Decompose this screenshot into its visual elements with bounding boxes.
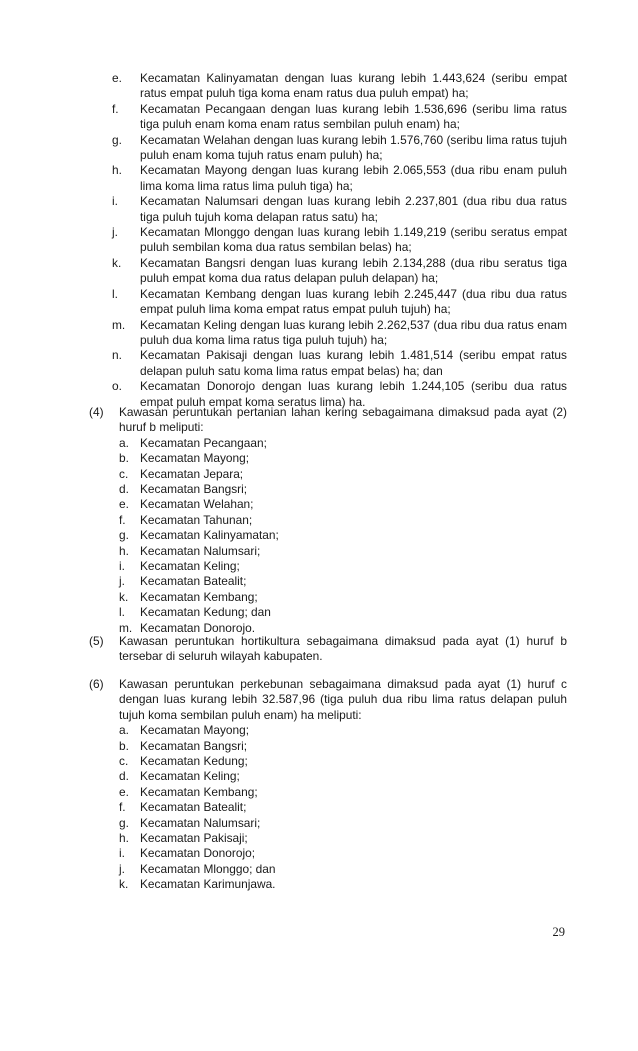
list-item-text: Kecamatan Pecangaan dengan luas kurang lebih 1.536,696 (seribu lima ratus tiga puluh enam koma enam ratus sembilan puluh enam) ha;	[140, 101, 567, 132]
paragraph-number: (4)	[89, 405, 104, 419]
list-marker: j.	[112, 225, 118, 240]
list-item	[112, 318, 567, 349]
list-marker: d.	[119, 482, 129, 497]
page-number: 29	[552, 925, 565, 939]
list-item	[119, 739, 567, 754]
list-item	[119, 559, 567, 574]
list-marker: i.	[119, 846, 125, 861]
list-item-text: Kecamatan Mayong;	[140, 723, 250, 738]
list-item	[119, 513, 567, 528]
list-item-text: Kecamatan Nalumsari;	[140, 815, 261, 830]
list-item	[119, 846, 567, 861]
list-marker: h.	[119, 543, 129, 558]
list-item	[119, 877, 567, 892]
list-item	[112, 256, 567, 287]
list-item-text: Kecamatan Donorojo.	[140, 620, 256, 635]
list-item-text: Kecamatan Mlonggo dengan luas kurang lebih 1.149,219 (seribu seratus empat puluh sembilan koma dua ratus sembilan belas) ha;	[140, 225, 567, 255]
list-item-text: Kecamatan Kalinyamatan dengan luas kurang lebih 1.443,624 (seribu empat ratus empat puluh tiga koma enam ratus dua puluh empat) ha;	[140, 71, 567, 101]
list-marker: f.	[119, 800, 126, 815]
list-item	[119, 800, 567, 815]
list-item-text: Kecamatan Tahunan;	[140, 512, 253, 527]
list-marker: g.	[119, 528, 129, 543]
list-item-text: Kecamatan Donorojo;	[140, 846, 256, 861]
list-item-text: Kecamatan Pakisaji;	[140, 831, 248, 846]
list-marker: k.	[119, 877, 129, 892]
list-item-text: Kecamatan Mayong;	[140, 451, 250, 466]
list-marker: a.	[119, 435, 129, 450]
list-item-text: Kecamatan Pecangaan;	[140, 435, 267, 450]
list-marker: b.	[119, 451, 129, 466]
list-item-text: Kecamatan Jepara;	[140, 466, 244, 481]
list-item	[112, 225, 567, 256]
list-marker: i.	[112, 194, 118, 209]
list-item-text: Kecamatan Karimunjawa.	[140, 877, 276, 892]
dry-farmland-district-list	[119, 436, 567, 636]
list-marker: f.	[112, 101, 119, 116]
list-item-text: Kecamatan Pakisaji dengan luas kurang lebih 1.481,514 (seribu empat ratus delapan puluh satu koma lima ratus empat belas) ha; dan	[140, 348, 567, 378]
list-item	[112, 287, 567, 318]
list-item	[119, 497, 567, 512]
list-item	[112, 102, 567, 133]
list-item-text: Kecamatan Keling;	[140, 769, 240, 784]
list-item-text: Kecamatan Nalumsari;	[140, 543, 261, 558]
list-marker: g.	[119, 815, 129, 830]
list-item	[112, 348, 567, 379]
list-item	[119, 467, 567, 482]
list-marker: m.	[119, 620, 133, 635]
list-item	[119, 482, 567, 497]
paragraph-5	[89, 634, 567, 665]
list-item	[119, 451, 567, 466]
list-item-text: Kecamatan Bangsri;	[140, 482, 248, 497]
list-marker: b.	[119, 738, 129, 753]
list-marker: l.	[119, 605, 125, 620]
list-marker: d.	[119, 769, 129, 784]
list-item-text: Kecamatan Batealit;	[140, 574, 247, 589]
list-marker: m.	[112, 317, 126, 332]
list-marker: k.	[119, 589, 129, 604]
list-item	[119, 769, 567, 784]
list-marker: j.	[119, 861, 125, 876]
list-item-text: Kecamatan Kembang;	[140, 784, 258, 799]
list-item-text: Kecamatan Keling dengan luas kurang lebih 2.262,537 (dua ribu dua ratus enam puluh dua koma lima ratus tiga puluh tujuh) ha;	[140, 317, 567, 347]
list-item-text: Kecamatan Welahan;	[140, 497, 254, 512]
list-item	[119, 544, 567, 559]
list-item	[119, 831, 567, 846]
list-item-text: Kecamatan Bangsri dengan luas kurang lebih 2.134,288 (dua ribu seratus tiga puluh empat koma dua ratus delapan puluh delapan) ha;	[140, 255, 567, 286]
paragraph-text: Kawasan peruntukan perkebunan sebagaimana dimaksud pada ayat (1) huruf c dengan luas kurang lebih 32.587,96 (tiga puluh dua ribu lima ratus delapan puluh tujuh koma sembilan puluh enam) ha meliputi:	[119, 677, 567, 722]
list-item-text: Kecamatan Kedung;	[140, 754, 248, 769]
list-marker: e.	[119, 497, 129, 512]
paragraph-number: (5)	[89, 634, 104, 648]
list-item-text: Kecamatan Donorojo dengan luas kurang lebih 1.244,105 (seribu dua ratus empat puluh empat koma seratus lima) ha.	[140, 379, 567, 409]
paragraph-number: (6)	[89, 677, 104, 691]
list-marker: i.	[119, 559, 125, 574]
list-marker: l.	[112, 286, 118, 301]
list-marker: f.	[119, 512, 126, 527]
district-area-list	[112, 71, 567, 410]
list-marker: c.	[119, 466, 129, 481]
list-marker: e.	[119, 784, 129, 799]
list-marker: k.	[112, 255, 122, 270]
list-item-text: Kecamatan Mlonggo; dan	[140, 861, 276, 876]
list-marker: o.	[112, 379, 122, 394]
list-item	[112, 71, 567, 102]
list-item-text: Kecamatan Kembang dengan luas kurang lebih 2.245,447 (dua ribu dua ratus empat puluh lima koma empat ratus empat puluh tujuh) ha;	[140, 286, 567, 317]
list-item	[119, 785, 567, 800]
paragraph-6	[89, 677, 567, 893]
list-item-text: Kecamatan Bangsri;	[140, 738, 248, 753]
list-marker: c.	[119, 754, 129, 769]
list-marker: h.	[112, 163, 122, 178]
list-item-text: Kecamatan Welahan dengan luas kurang lebih 1.576,760 (seribu lima ratus tujuh puluh enam koma tujuh ratus enam puluh) ha;	[140, 132, 567, 163]
list-item-text: Kecamatan Batealit;	[140, 800, 247, 815]
list-item	[119, 723, 567, 738]
list-item	[119, 590, 567, 605]
plantation-district-list	[119, 723, 567, 892]
list-item	[119, 574, 567, 589]
list-item	[112, 194, 567, 225]
list-item-text: Kecamatan Nalumsari dengan luas kurang lebih 2.237,801 (dua ribu dua ratus tiga puluh tujuh koma delapan ratus satu) ha;	[140, 194, 567, 224]
paragraph-text: Kawasan peruntukan pertanian lahan kering sebagaimana dimaksud pada ayat (2) huruf b meliputi:	[119, 405, 567, 435]
paragraph-4	[89, 405, 567, 636]
list-item	[119, 754, 567, 769]
list-item	[119, 816, 567, 831]
list-item	[119, 436, 567, 451]
list-marker: g.	[112, 132, 122, 147]
list-marker: a.	[119, 723, 129, 738]
list-item-text: Kecamatan Keling;	[140, 559, 240, 574]
list-item	[112, 163, 567, 194]
list-item	[119, 528, 567, 543]
list-item-text: Kecamatan Kembang;	[140, 589, 258, 604]
list-marker: e.	[112, 71, 122, 85]
paragraph-text: Kawasan peruntukan hortikultura sebagaimana dimaksud pada ayat (1) huruf b tersebar di seluruh wilayah kabupaten.	[119, 634, 567, 664]
list-item-text: Kecamatan Mayong dengan luas kurang lebih 2.065,553 (dua ribu enam puluh lima koma lima ratus lima puluh tiga) ha;	[140, 163, 567, 193]
list-item-text: Kecamatan Kalinyamatan;	[140, 528, 279, 543]
list-item	[112, 133, 567, 164]
list-marker: n.	[112, 348, 122, 363]
list-item-text: Kecamatan Kedung; dan	[140, 605, 271, 620]
list-marker: h.	[119, 831, 129, 846]
list-marker: j.	[119, 574, 125, 589]
list-item	[119, 605, 567, 620]
list-item	[119, 862, 567, 877]
